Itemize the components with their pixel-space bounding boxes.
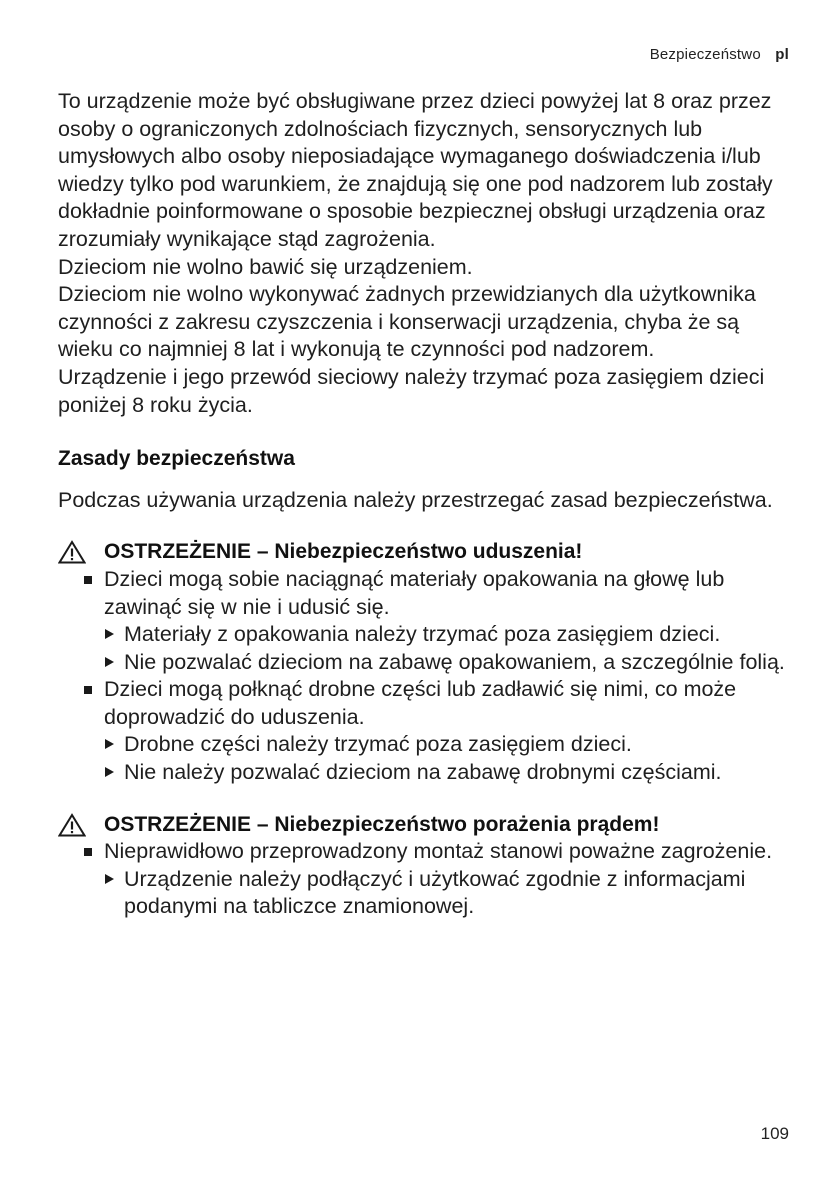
hazard-item [104, 676, 798, 786]
header-language-code: pl [775, 46, 789, 63]
warning-title-text: OSTRZEŻENIE – Niebezpieczeństwo porażenia prądem! [104, 812, 660, 836]
action-text: Materiały z opakowania należy trzymać poza zasięgiem dzieci. [124, 622, 721, 647]
warning-heading [58, 811, 798, 839]
action-item [124, 866, 798, 921]
hazard-text: Dzieci mogą połknąć drobne części lub zadławić się nimi, co może doprowadzić do uduszenia. [104, 677, 737, 729]
action-list [104, 866, 798, 921]
triangle-arrow-icon [105, 874, 114, 884]
action-item [124, 649, 798, 677]
hazard-item [104, 566, 798, 676]
square-bullet-icon [84, 686, 92, 694]
running-header [650, 46, 789, 63]
warning-triangle-icon [58, 540, 86, 564]
action-text: Nie należy pozwalać dzieciom na zabawę drobnymi częściami. [124, 760, 722, 785]
triangle-arrow-icon [105, 657, 114, 667]
action-list [104, 621, 798, 676]
hazard-list [58, 566, 798, 787]
page-content [58, 88, 798, 921]
page-number: 109 [760, 1124, 789, 1143]
intro-paragraph: Dzieciom nie wolno bawić się urządzeniem. [58, 254, 473, 279]
action-item [124, 621, 798, 649]
header-section-title: Bezpieczeństwo [649, 46, 761, 63]
action-text: Drobne części należy trzymać poza zasięgiem dzieci. [124, 732, 632, 757]
action-text: Nie pozwalać dzieciom na zabawę opakowaniem, a szczególnie folią. [124, 649, 785, 674]
section-heading: Zasady bezpieczeństwa [58, 447, 295, 471]
action-list [104, 731, 798, 786]
square-bullet-icon [84, 576, 92, 584]
warning-title-text: OSTRZEŻENIE – Niebezpieczeństwo uduszenia! [104, 540, 583, 564]
triangle-arrow-icon [105, 739, 114, 749]
intro-paragraph: Urządzenie i jego przewód sieciowy należy trzymać poza zasięgiem dzieci poniżej 8 roku życia. [58, 364, 765, 417]
hazard-text: Dzieci mogą sobie naciągnąć materiały opakowania na głowę lub zawinąć się w nie i udusić się. [104, 566, 725, 619]
triangle-arrow-icon [105, 629, 114, 639]
section-intro-text: Podczas używania urządzenia należy przestrzegać zasad bezpieczeństwa. [58, 487, 773, 512]
hazard-text: Nieprawidłowo przeprowadzony montaż stanowi poważne zagrożenie. [104, 839, 773, 864]
action-item [124, 731, 798, 759]
action-item [124, 759, 798, 787]
square-bullet-icon [84, 848, 92, 856]
hazard-item [104, 838, 798, 921]
hazard-list [58, 838, 798, 921]
warning-block-suffocation [58, 538, 798, 786]
action-text: Urządzenie należy podłączyć i użytkować zgodnie z informacjami podanymi na tabliczce znamionowej. [124, 866, 746, 919]
intro-paragraph: Dzieciom nie wolno wykonywać żadnych przewidzianych dla użytkownika czynności z zakresu czyszczenia i konserwacji urządzenia, chyba że są wieku co najmniej 8 lat i wykonują te czynności pod nadzorem. [58, 282, 756, 362]
warning-triangle-icon [58, 813, 86, 837]
warning-block-electric-shock [58, 811, 798, 921]
warning-heading [58, 538, 798, 566]
intro-paragraph: To urządzenie może być obsługiwane przez dzieci powyżej lat 8 oraz przez osoby o ograniczonych zdolnościach fizycznych, sensorycznych lub umysłowych albo osoby nieposiadające wymaganego doświadczenia i/lub wiedzy tylko pod warunkiem, że znajdują się one pod nadzorem lub zostały dokładnie poinformowane o sposobie bezpiecznej obsługi urządzenia oraz zrozumiały wynikające stąd zagrożenia. [58, 89, 773, 251]
triangle-arrow-icon [105, 767, 114, 777]
